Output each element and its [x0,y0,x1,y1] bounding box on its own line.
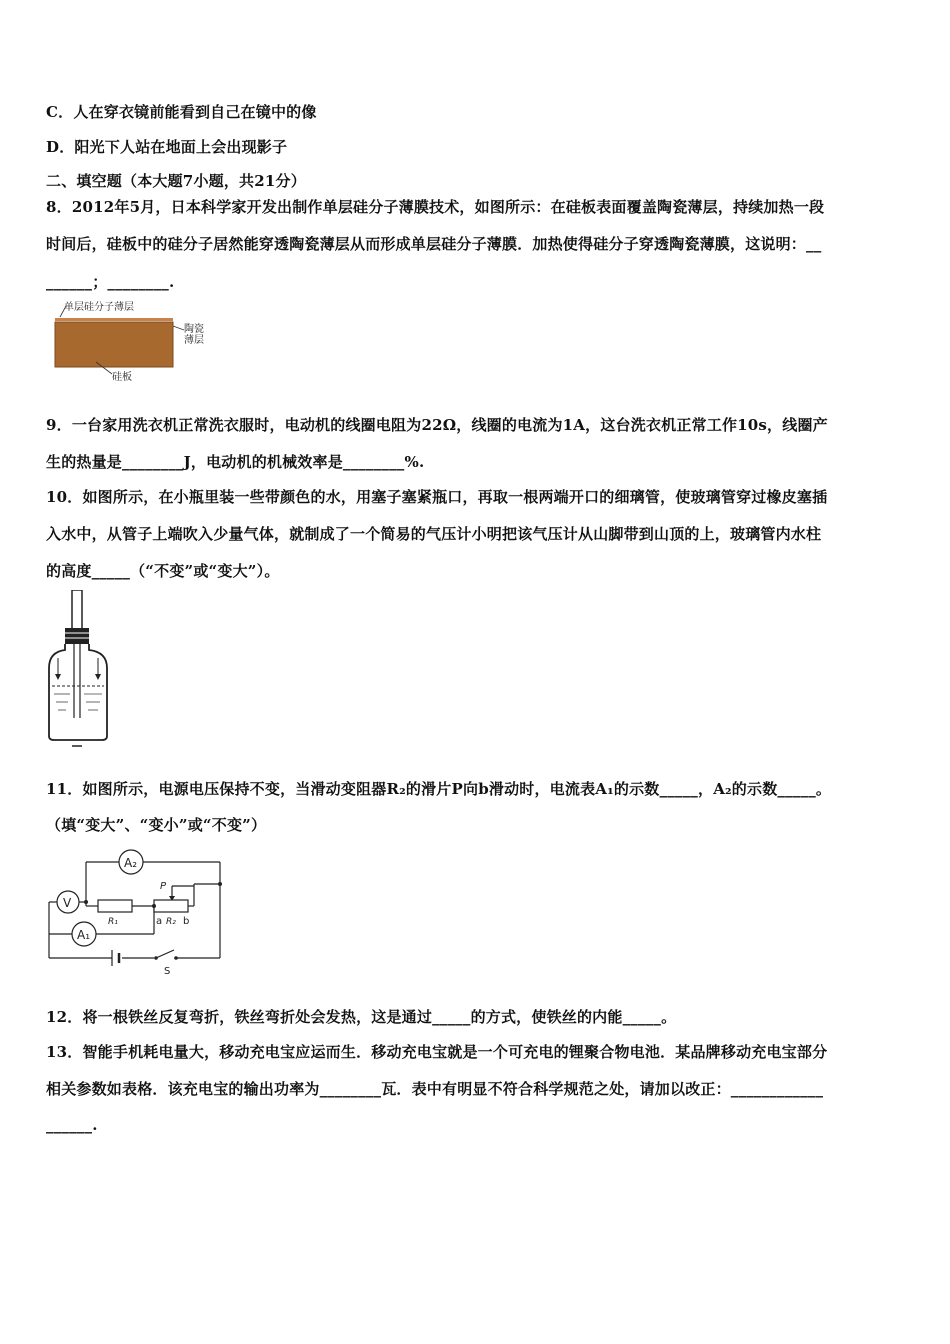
circuit-diagram [44,846,234,976]
q9-line2: 生的热量是________J，电动机的机械效率是________%. [46,453,425,471]
rheostat-r2 [154,900,188,912]
q12-line1: 12．将一根铁丝反复弯折，铁丝弯折处会发热，这是通过_____的方式，使铁丝的内能_____。 [46,1008,677,1026]
q8-line1: 8．2012年5月，日本科学家开发出制作单层硅分子薄膜技术，如图所示：在硅板表面覆盖陶瓷薄层，持续加热一段 [46,198,825,216]
q10-line3: 的高度_____（“不变”或“变大”）。 [46,562,280,580]
q11-line1: 11．如图所示，电源电压保持不变，当滑动变阻器R₂的滑片P向b滑动时，电流表A₁的示数_____，A₂的示数_____。 [46,780,832,798]
section-title: 二、填空题（本大题7小题，共21分） [46,172,306,190]
ceramic-label-2: 薄层 [184,335,204,346]
switch-s [174,956,178,960]
end-b-label: b [183,916,190,927]
q9-line1: 9．一台家用洗衣机正常洗衣服时，电动机的线圈电阻为22Ω，线圈的电流为1A，这台洗衣机正常工作10s，线圈产 [46,416,828,434]
q11-line2: （填“变大”、“变小”或“不变”） [46,816,267,834]
q8-line2: 时间后，硅板中的硅分子居然能穿透陶瓷薄层从而形成单层硅分子薄膜．加热使得硅分子穿透陶瓷薄膜，这说明：__ [46,235,822,253]
option-c: C．人在穿衣镜前能看到自己在镜中的像 [46,103,317,121]
rheostat-r2-label: R₂ [166,917,176,927]
ammeter-a1-label: A₁ [77,928,91,942]
silicon-film-figure [46,296,226,386]
q13-line3: ______. [46,1116,98,1134]
q10-line2: 入水中，从管子上端吹入少量气体，就制成了一个简易的气压计小明把该气压计从山脚带到山顶的上，玻璃管内水柱 [46,525,822,543]
ceramic-label-1: 陶瓷 [184,324,204,335]
voltmeter-label: V [63,896,72,910]
resistor-r1 [98,900,132,912]
slider-p-label: P [160,881,167,892]
ammeter-a2-label: A₂ [124,856,138,870]
ceramic-layer [55,318,173,321]
barometer-bottle-figure [44,590,114,750]
q13-line1: 13．智能手机耗电量大，移动充电宝应运而生．移动充电宝就是一个可充电的锂聚合物电池．某品牌移动充电宝部分 [46,1043,828,1061]
q8-line3: ______；________. [46,273,175,291]
q13-line2: 相关参数如表格．该充电宝的输出功率为________瓦．表中有明显不符合科学规范之处，请加以改正：____________ [46,1080,824,1098]
resistor-r1-label: R₁ [108,917,118,927]
glass-tube [72,590,82,630]
option-d: D．阳光下人站在地面上会出现影子 [46,138,288,156]
end-a-label: a [156,916,163,927]
silicon-board [55,322,173,367]
rubber-stopper [65,628,89,644]
q10-line1: 10．如图所示，在小瓶里装一些带颜色的水，用塞子塞紧瓶口，再取一根两端开口的细璃管，使玻璃管穿过橡皮塞插 [46,488,828,506]
board-label: 硅板 [112,372,132,383]
switch-s-label: S [164,966,171,976]
film-label: 单层硅分子薄层 [64,302,134,313]
